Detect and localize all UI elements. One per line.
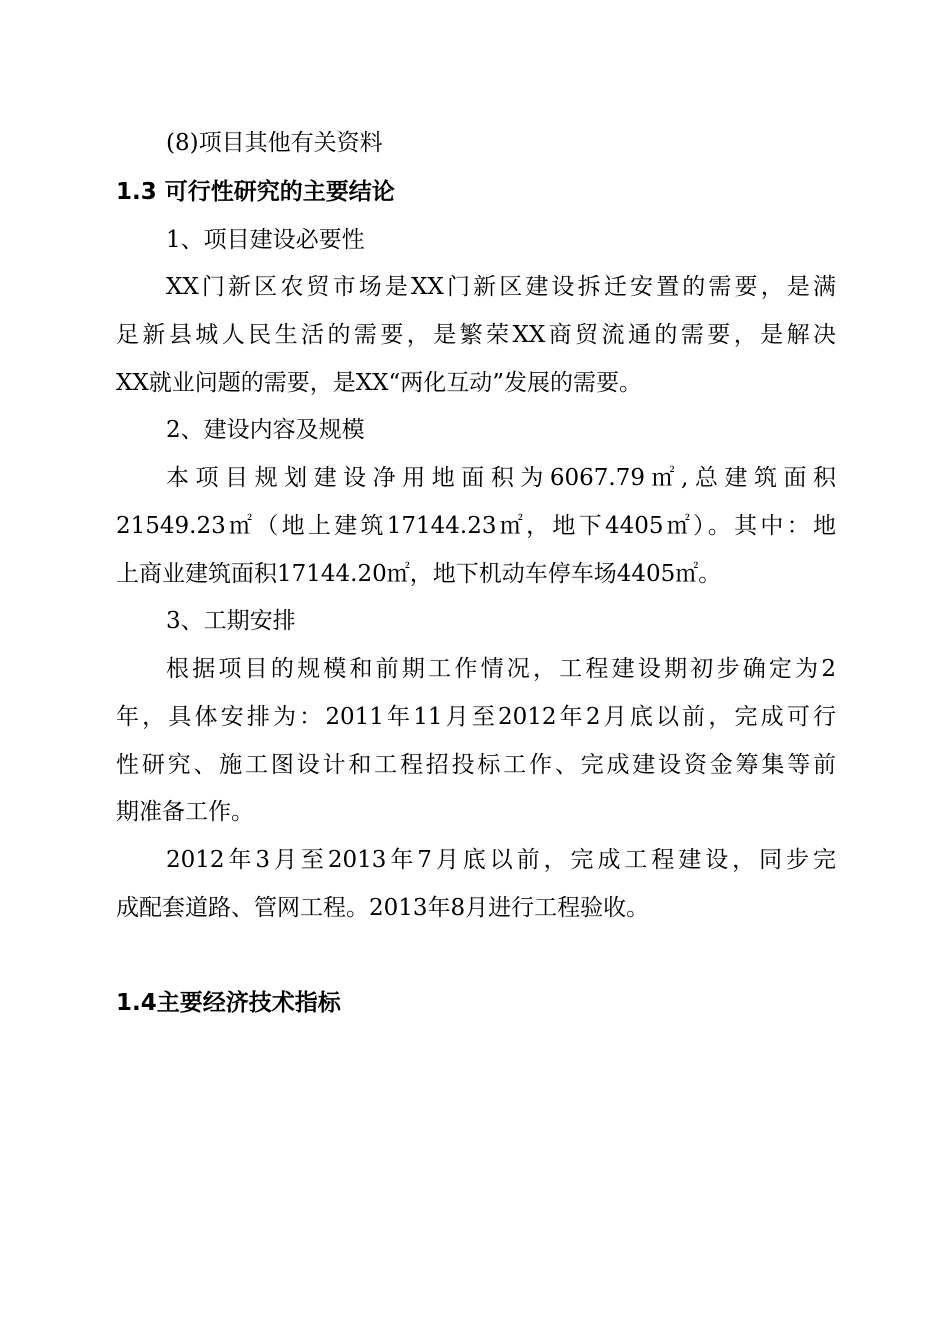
paragraph-line: 足新县城人民生活的需要，是繁荣XX商贸流通的需要，是解决: [116, 322, 836, 348]
section-heading-1-3: 1.3 可行性研究的主要结论: [116, 179, 395, 205]
subheading-schedule: 3、工期安排: [166, 608, 296, 634]
paragraph-line: 本项目规划建设净用地面积为6067.79㎡,总建筑面积: [166, 465, 836, 491]
subheading-necessity: 1、项目建设必要性: [166, 227, 365, 253]
paragraph-line: 成配套道路、管网工程。2013年8月进行工程验收。: [116, 895, 650, 921]
list-item-8: (8)项目其他有关资料: [166, 130, 383, 156]
paragraph-line: 年，具体安排为：2011年11月至2012年2月底以前，完成可行: [116, 704, 836, 730]
paragraph-line: 上商业建筑面积17144.20㎡，地下机动车停车场4405㎡。: [116, 561, 722, 587]
paragraph-line: XX门新区农贸市场是XX门新区建设拆迁安置的需要，是满: [166, 274, 836, 300]
paragraph-line: 21549.23㎡（地上建筑17144.23㎡，地下4405㎡）。其中：地: [116, 513, 836, 539]
paragraph-line: 期准备工作。: [116, 799, 254, 825]
paragraph-line: XX就业问题的需要，是XX“两化互动”发展的需要。: [116, 370, 643, 396]
paragraph-line: 性研究、施工图设计和工程招投标工作、完成建设资金筹集等前: [116, 752, 836, 778]
section-heading-1-4: 1.4主要经济技术指标: [116, 990, 341, 1016]
subheading-scale: 2、建设内容及规模: [166, 417, 365, 443]
paragraph-line: 2012年3月至2013年7月底以前，完成工程建设，同步完: [166, 847, 836, 873]
paragraph-line: 根据项目的规模和前期工作情况，工程建设期初步确定为2: [166, 656, 836, 682]
